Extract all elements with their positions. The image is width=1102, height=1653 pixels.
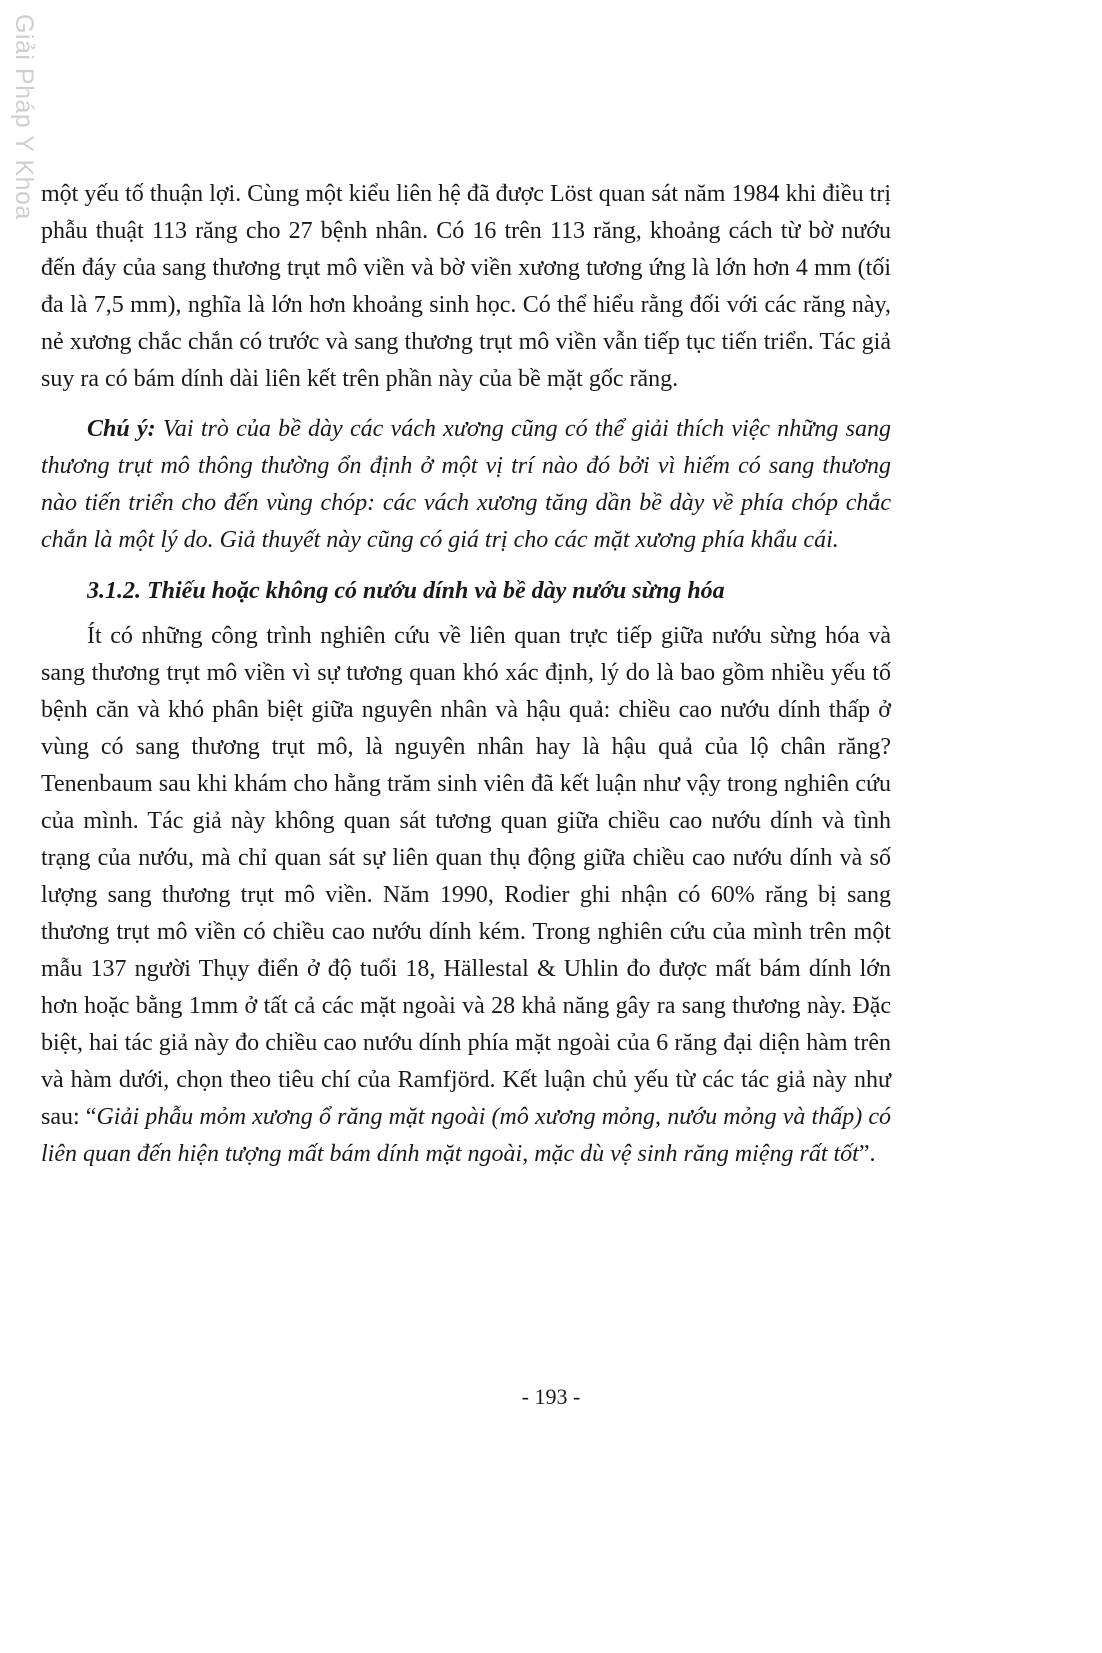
page-number: - 193 - [521, 1384, 581, 1409]
note-label: Chú ý: [87, 416, 156, 442]
page-content [41, 176, 891, 1173]
paragraph-continuation: một yếu tố thuận lợi. Cùng một kiểu liên hệ đã được Löst quan sát năm 1984 khi điều trị phẫu thuật 113 răng cho 27 bệnh nhân. Có 16 trên 113 răng, khoảng cách từ bờ nướu đến đáy của sang thương trụt mô viền và bờ viền xương tương ứng là lớn hơn 4 mm (tối đa là 7,5 mm), nghĩa là lớn hơn khoảng sinh học. Có thể hiểu rằng đối với các răng này, nẻ xương chắc chắn có trước và sang thương trụt mô viền vẫn tiếp tục tiến triển. Tác giả suy ra có bám dính dài liên kết trên phần này của bề mặt gốc răng. [41, 181, 891, 392]
quote-close: ”. [858, 1141, 876, 1167]
section-heading: 3.1.2. Thiếu hoặc không có nướu dính và bề dày nướu sừng hóa [87, 578, 725, 604]
note-paragraph [41, 411, 891, 559]
paragraph-main-text: Ít có những công trình nghiên cứu về liên quan trực tiếp giữa nướu sừng hóa và sang thương trụt mô viền vì sự tương quan khó xác định, lý do là bao gồm nhiều yếu tố bệnh căn và khó phân biệt giữa nguyên nhân và hậu quả: chiều cao nướu dính thấp ở vùng có sang thương trụt mô, là nguyên nhân hay là hậu quả của lộ chân răng? Tenenbaum sau khi khám cho hằng trăm sinh viên đã kết luận như vậy trong nghiên cứu của mình. Tác giả này không quan sát tương quan giữa chiều cao nướu dính và tình trạng của nướu, mà chỉ quan sát sự liên quan thụ động giữa chiều cao nướu dính và số lượng sang thương trụt mô viền. Năm 1990, Rodier ghi nhận có 60% răng bị sang thương trụt mô viền có chiều cao nướu dính kém. Trong nghiên cứu của mình trên một mẫu 137 người Thụy điển ở độ tuổi 18, Hällestal & Uhlin đo được mất bám dính lớn hơn hoặc bằng 1mm ở tất cả các mặt ngoài và 28 khả năng gây ra sang thương này. Đặc biệt, hai tác giả này đo chiều cao nướu dính phía mặt ngoài của 6 răng đại diện hàm trên và hàm dưới, chọn theo tiêu chí của Ramfjörd. Kết luận chủ yếu từ các tác giả này như sau: “ [41, 623, 891, 1130]
quote-text: Giải phẫu mỏm xương ổ răng mặt ngoài (mô xương mỏng, nướu mỏng và thấp) có liên quan đến hiện tượng mất bám dính mặt ngoài, mặc dù vệ sinh răng miệng rất tốt [41, 1104, 892, 1167]
watermark: Giải Pháp Y Khoa [10, 14, 38, 220]
note-text: Vai trò của bề dày các vách xương cũng có thể giải thích việc những sang thương trụt mô thông thường ổn định ở một vị trí nào đó bởi vì hiếm có sang thương nào tiến triển cho đến vùng chóp: các vách xương tăng dần bề dày về phía chóp chắc chắn là một lý do. Giả thuyết này cũng có giá trị cho các mặt xương phía khẩu cái. [41, 416, 891, 553]
paragraph-keratinized-gingiva [41, 618, 891, 1173]
